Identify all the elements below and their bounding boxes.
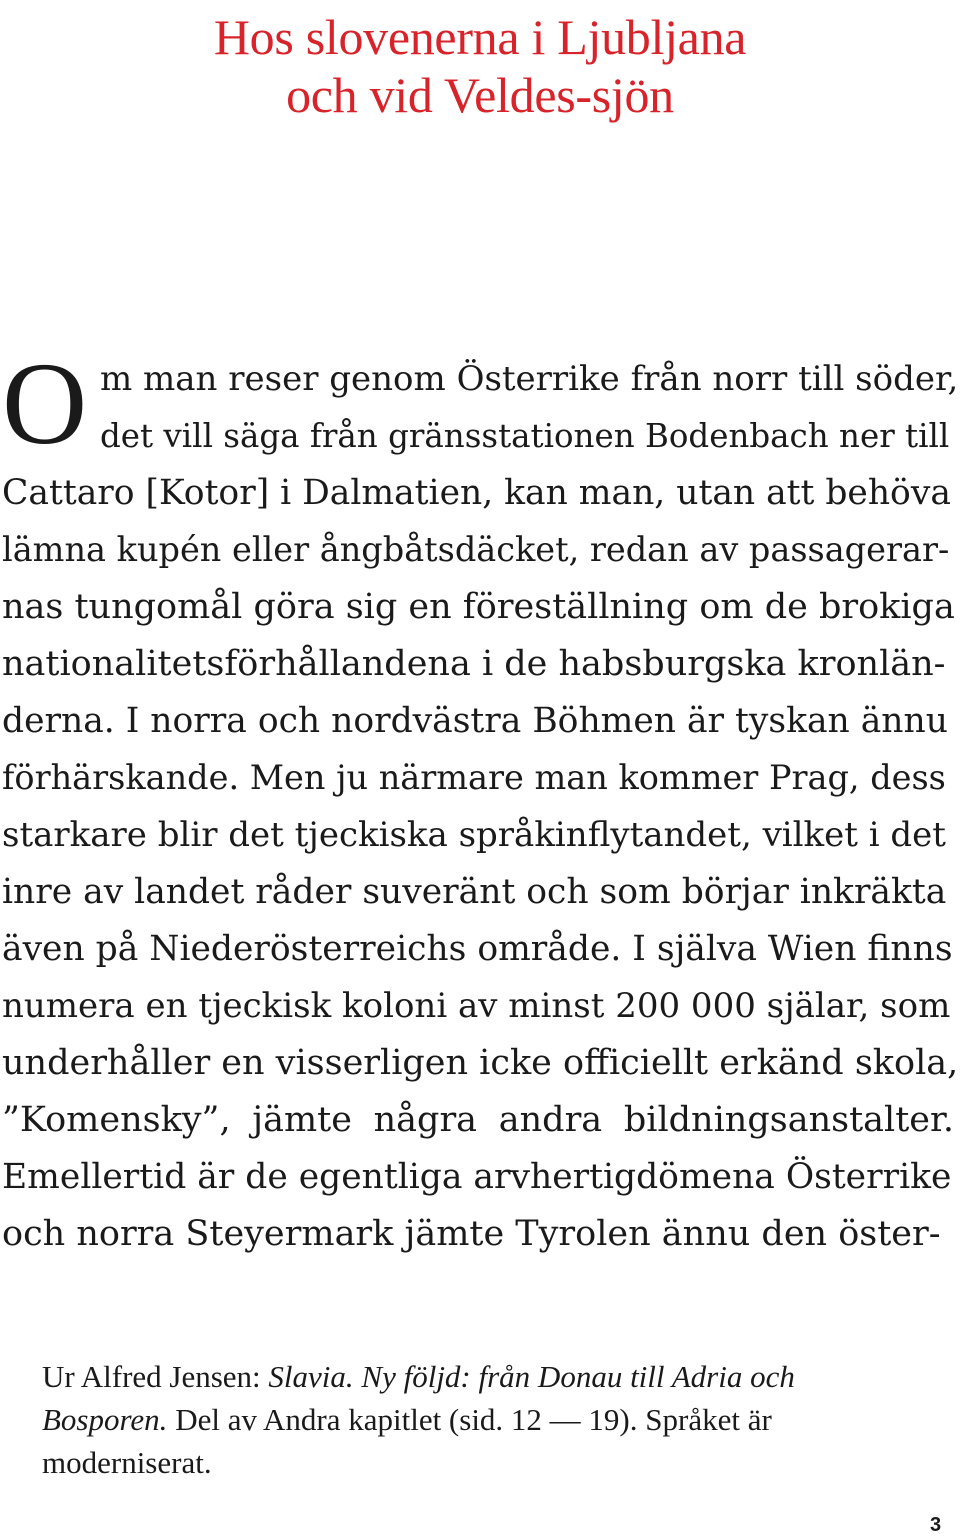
word: andra [498,1100,603,1140]
body-line: det vill säga från gränsstationen Bodenbach ner till [100,417,950,455]
body-line: nationalitetsförhållandena i de habsburgska kronlän- [2,644,946,684]
source-prefix: Ur Alfred Jensen: [42,1359,269,1394]
body-line: nas tungomål göra sig en föreställning om de brokiga [2,587,955,627]
source-book-title: Slavia. Ny följd: från Donau till Adria och Bosporen. [42,1359,795,1437]
body-line: Cattaro [Kotor] i Dalmatien, kan man, utan att behöva [2,473,951,513]
chapter-title-line-2: och vid Veldes-sjön [286,67,674,123]
body-line: inre av landet råder suveränt och som börjar inkräkta [2,872,947,912]
body-line: derna. I norra och nordvästra Böhmen är tyskan ännu [2,701,948,741]
word: ”Komensky”, [2,1100,231,1140]
body-line: Emellertid är de egentliga arvhertigdömena Österrike [2,1157,952,1197]
drop-cap: O [2,338,88,469]
chapter-title-line-1: Hos slovenerna i Ljubljana [213,9,747,65]
body-line: lämna kupén eller ångbåtsdäcket, redan av passagerar- [2,530,950,569]
word: bildningsanstalter. [623,1100,954,1140]
body-line: m man reser genom Österrike från norr till söder, [100,359,959,399]
chapter-title [0,8,960,124]
page-number: 3 [930,1514,942,1536]
body-line-justified [2,1096,954,1144]
source-note [42,1355,902,1484]
source-suffix: Del av Andra kapitlet (sid. 12 — 19). Språket är moderniserat. [42,1402,772,1480]
word: jämte [252,1100,352,1140]
word: några [373,1100,478,1140]
body-line: numera en tjeckisk koloni av minst 200 000 själar, som [2,986,951,1026]
body-line: förhärskande. Men ju närmare man kommer Prag, dess [2,758,946,797]
body-line: även på Niederösterreichs område. I själva Wien finns [2,929,953,969]
body-line: och norra Steyermark jämte Tyrolen ännu den öster- [2,1214,941,1254]
body-line: underhåller en visserligen icke officiellt erkänd skola, [2,1043,959,1083]
body-line: starkare blir det tjeckiska språkinflytandet, vilket i det [2,815,946,855]
